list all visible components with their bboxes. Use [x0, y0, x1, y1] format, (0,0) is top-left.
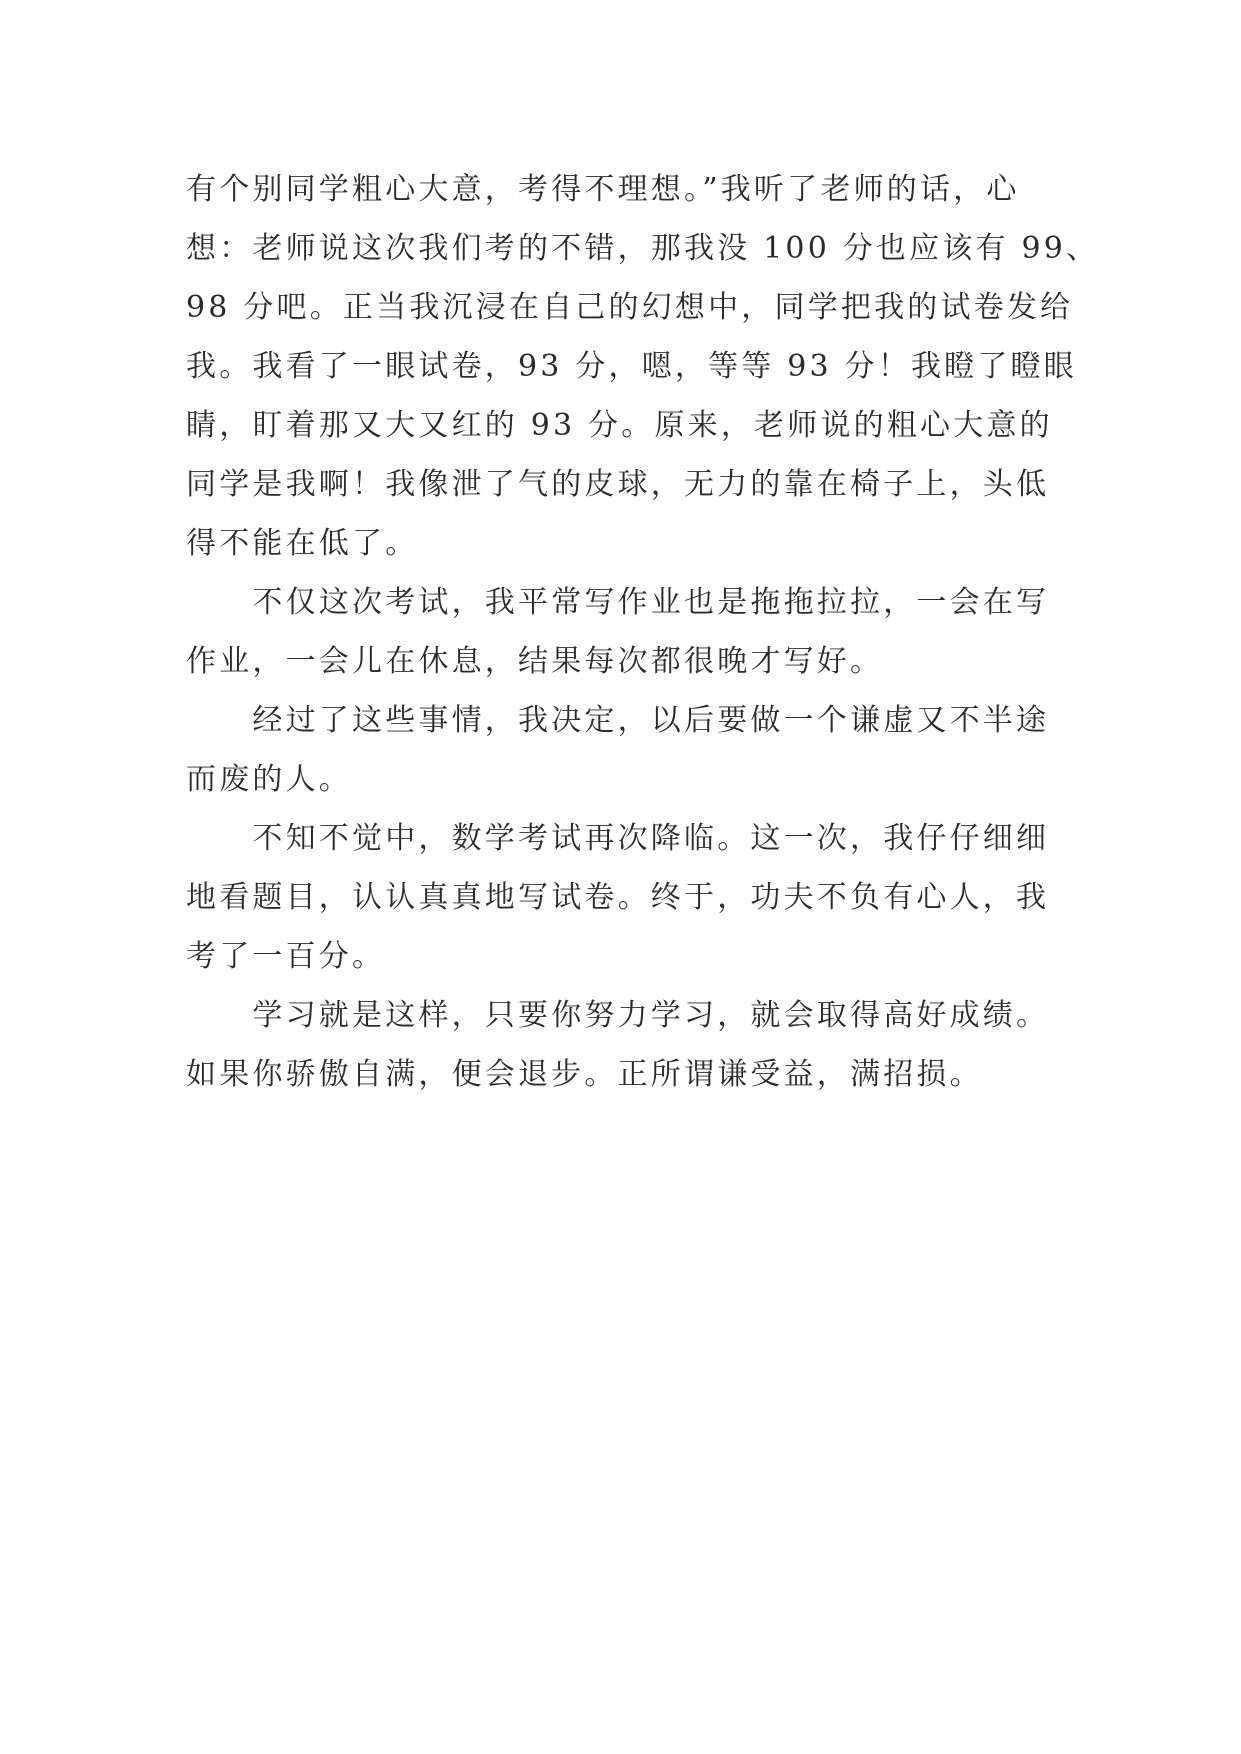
text-line: 睛，盯着那又大又红的 93 分。原来，老师说的粗心大意的 [186, 408, 1053, 443]
text-line: 如果你骄傲自满，便会退步。正所谓谦受益，满招损。 [186, 1057, 983, 1092]
text-line: 而废的人。 [186, 762, 352, 797]
text-line: 不知不觉中，数学考试再次降临。这一次，我仔仔细细 [186, 821, 1050, 856]
text-line: 作业，一会儿在休息，结果每次都很晚才写好。 [186, 644, 884, 679]
text-line: 想：老师说这次我们考的不错，那我没 100 分也应该有 99、 [186, 231, 1100, 266]
document-body [186, 160, 1100, 1104]
text-line: 得不能在低了。 [186, 526, 419, 561]
text-line: 学习就是这样，只要你努力学习，就会取得高好成绩。 [186, 998, 1050, 1033]
text-line: 我。我看了一眼试卷，93 分，嗯，等等 93 分！我瞪了瞪眼 [186, 349, 1077, 384]
text-line: 考了一百分。 [186, 939, 386, 974]
text-line: 同学是我啊！我像泄了气的皮球，无力的靠在椅子上，头低 [186, 467, 1050, 502]
text-line: 有个别同学粗心大意，考得不理想。”我听了老师的话，心 [186, 172, 1020, 207]
text-line: 不仅这次考试，我平常写作业也是拖拖拉拉，一会在写 [186, 585, 1050, 620]
text-line: 98 分吧。正当我沉浸在自己的幻想中，同学把我的试卷发给 [186, 290, 1074, 325]
text-line: 经过了这些事情，我决定，以后要做一个谦虚又不半途 [186, 703, 1050, 738]
text-line: 地看题目，认认真真地写试卷。终于，功夫不负有心人，我 [186, 880, 1050, 915]
